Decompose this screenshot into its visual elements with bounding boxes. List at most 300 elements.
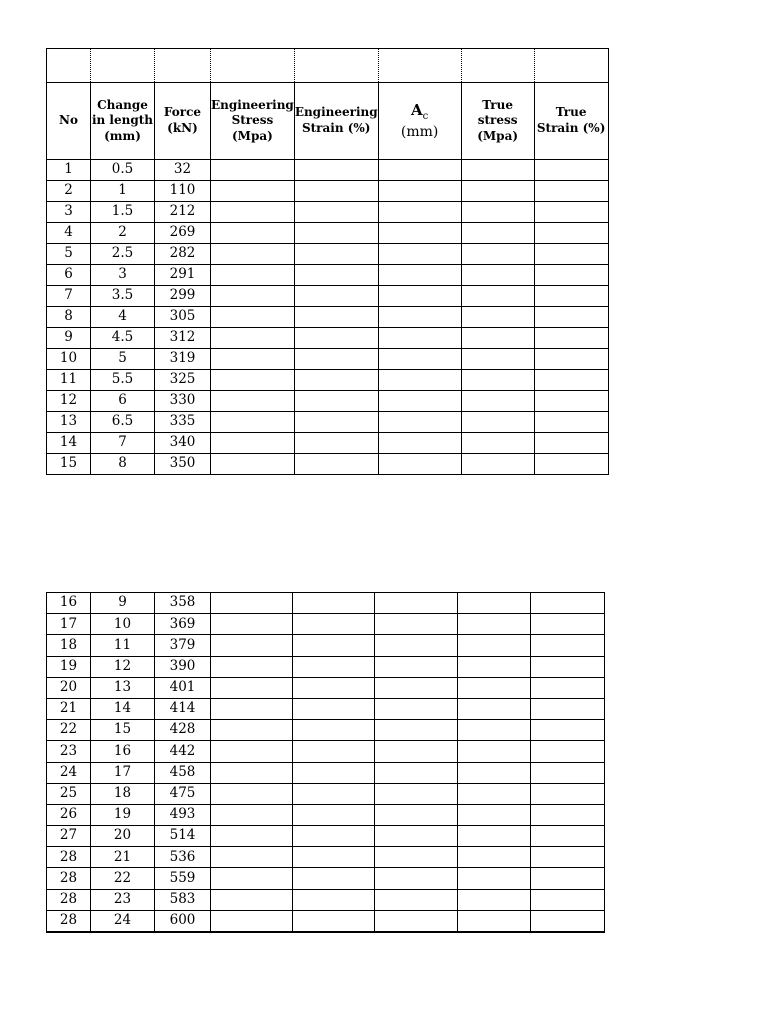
cell-ac: [375, 847, 458, 868]
cell-engineering-strain: [293, 635, 375, 656]
blank-cell: [91, 49, 155, 83]
cell-ac: [375, 635, 458, 656]
cell-no: 20: [47, 677, 91, 698]
cell-true-strain: [531, 698, 605, 719]
cell-true-strain: [531, 614, 605, 635]
cell-no: 9: [47, 328, 91, 349]
cell-no: 23: [47, 741, 91, 762]
cell-true-stress: [461, 391, 534, 412]
cell-true-stress: [461, 223, 534, 244]
cell-ac: [378, 202, 461, 223]
cell-ac: [375, 804, 458, 825]
cell-force: 559: [155, 868, 211, 889]
cell-force: 340: [155, 433, 211, 454]
cell-change-in-length: 4: [91, 307, 155, 328]
cell-change-in-length: 12: [91, 656, 155, 677]
cell-change-in-length: 15: [91, 720, 155, 741]
cell-no: 14: [47, 433, 91, 454]
header-ac-unit: (mm): [400, 124, 439, 141]
cell-force: 299: [155, 286, 211, 307]
blank-cell: [155, 49, 211, 83]
cell-force: 428: [155, 720, 211, 741]
table-row: [47, 454, 609, 475]
cell-engineering-stress: [211, 593, 293, 614]
cell-engineering-stress: [211, 762, 293, 783]
cell-true-strain: [531, 910, 605, 932]
data-table-2: [46, 592, 605, 933]
cell-no: 13: [47, 412, 91, 433]
cell-ac: [378, 412, 461, 433]
cell-engineering-stress: [211, 223, 295, 244]
cell-ac: [378, 391, 461, 412]
cell-force: 358: [155, 593, 211, 614]
cell-change-in-length: 22: [91, 868, 155, 889]
cell-force: 282: [155, 244, 211, 265]
header-engineering-strain: Engineering Strain (%): [294, 83, 378, 160]
cell-no: 21: [47, 698, 91, 719]
cell-change-in-length: 4.5: [91, 328, 155, 349]
cell-true-stress: [461, 349, 534, 370]
cell-change-in-length: 1: [91, 181, 155, 202]
cell-true-stress: [461, 307, 534, 328]
cell-engineering-strain: [294, 265, 378, 286]
cell-ac: [375, 826, 458, 847]
cell-true-stress: [458, 889, 531, 910]
cell-force: 514: [155, 826, 211, 847]
cell-engineering-stress: [211, 433, 295, 454]
table-row: [47, 370, 609, 391]
table-row: [47, 698, 605, 719]
cell-engineering-stress: [211, 826, 293, 847]
cell-ac: [378, 349, 461, 370]
cell-engineering-strain: [294, 244, 378, 265]
cell-change-in-length: 2: [91, 223, 155, 244]
cell-ac: [375, 720, 458, 741]
cell-engineering-stress: [211, 698, 293, 719]
table-row: [47, 677, 605, 698]
cell-force: 305: [155, 307, 211, 328]
cell-true-stress: [458, 804, 531, 825]
table-row: [47, 783, 605, 804]
cell-force: 32: [155, 160, 211, 181]
cell-engineering-strain: [293, 720, 375, 741]
cell-no: 17: [47, 614, 91, 635]
cell-engineering-strain: [293, 677, 375, 698]
cell-no: 28: [47, 910, 91, 932]
cell-ac: [375, 868, 458, 889]
cell-ac: [378, 181, 461, 202]
cell-true-strain: [534, 412, 608, 433]
cell-change-in-length: 6: [91, 391, 155, 412]
cell-ac: [378, 286, 461, 307]
cell-change-in-length: 8: [91, 454, 155, 475]
cell-ac: [375, 593, 458, 614]
cell-true-stress: [458, 698, 531, 719]
cell-true-strain: [531, 593, 605, 614]
table-row: [47, 910, 605, 932]
cell-engineering-stress: [211, 635, 293, 656]
cell-change-in-length: 23: [91, 889, 155, 910]
cell-engineering-strain: [293, 741, 375, 762]
cell-engineering-strain: [293, 826, 375, 847]
cell-change-in-length: 14: [91, 698, 155, 719]
cell-true-strain: [531, 635, 605, 656]
cell-change-in-length: 21: [91, 847, 155, 868]
cell-no: 19: [47, 656, 91, 677]
cell-force: 414: [155, 698, 211, 719]
table-row: [47, 614, 605, 635]
cell-ac: [375, 783, 458, 804]
cell-engineering-stress: [211, 656, 293, 677]
cell-change-in-length: 17: [91, 762, 155, 783]
cell-true-strain: [531, 762, 605, 783]
cell-force: 325: [155, 370, 211, 391]
cell-force: 390: [155, 656, 211, 677]
table-row: [47, 720, 605, 741]
table-row: [47, 868, 605, 889]
cell-no: 11: [47, 370, 91, 391]
cell-true-stress: [458, 635, 531, 656]
blank-cell: [461, 49, 534, 83]
table-row: [47, 889, 605, 910]
cell-force: 291: [155, 265, 211, 286]
cell-true-stress: [458, 720, 531, 741]
cell-no: 16: [47, 593, 91, 614]
cell-change-in-length: 1.5: [91, 202, 155, 223]
cell-change-in-length: 10: [91, 614, 155, 635]
blank-cell: [294, 49, 378, 83]
cell-true-strain: [534, 328, 608, 349]
cell-engineering-strain: [293, 614, 375, 635]
cell-true-stress: [458, 783, 531, 804]
cell-engineering-strain: [294, 202, 378, 223]
cell-true-stress: [458, 910, 531, 932]
cell-true-stress: [458, 656, 531, 677]
table-row: [47, 847, 605, 868]
blank-cell: [534, 49, 608, 83]
cell-true-stress: [461, 370, 534, 391]
cell-change-in-length: 5.5: [91, 370, 155, 391]
cell-true-strain: [534, 307, 608, 328]
cell-force: 475: [155, 783, 211, 804]
table-row: [47, 762, 605, 783]
cell-force: 600: [155, 910, 211, 932]
table-row: [47, 244, 609, 265]
cell-engineering-stress: [211, 720, 293, 741]
cell-true-stress: [458, 741, 531, 762]
cell-force: 493: [155, 804, 211, 825]
cell-force: 536: [155, 847, 211, 868]
cell-engineering-strain: [294, 433, 378, 454]
cell-engineering-stress: [211, 412, 295, 433]
cell-change-in-length: 18: [91, 783, 155, 804]
table-row: [47, 223, 609, 244]
cell-no: 10: [47, 349, 91, 370]
cell-true-stress: [458, 826, 531, 847]
table-row: [47, 265, 609, 286]
table-row: [47, 181, 609, 202]
cell-change-in-length: 6.5: [91, 412, 155, 433]
cell-engineering-strain: [293, 783, 375, 804]
cell-ac: [375, 614, 458, 635]
cell-engineering-stress: [211, 370, 295, 391]
cell-engineering-strain: [293, 593, 375, 614]
cell-true-stress: [458, 677, 531, 698]
cell-no: 22: [47, 720, 91, 741]
cell-true-strain: [531, 677, 605, 698]
cell-ac: [378, 307, 461, 328]
cell-engineering-stress: [211, 783, 293, 804]
cell-change-in-length: 13: [91, 677, 155, 698]
cell-engineering-stress: [211, 244, 295, 265]
table-row: [47, 593, 605, 614]
cell-true-strain: [531, 826, 605, 847]
table-row: [47, 804, 605, 825]
cell-true-strain: [534, 433, 608, 454]
cell-no: 28: [47, 868, 91, 889]
cell-change-in-length: 7: [91, 433, 155, 454]
cell-engineering-strain: [294, 454, 378, 475]
cell-engineering-strain: [293, 889, 375, 910]
header-ac: [378, 83, 461, 160]
cell-no: 24: [47, 762, 91, 783]
cell-true-strain: [531, 847, 605, 868]
cell-true-stress: [461, 328, 534, 349]
cell-ac: [378, 454, 461, 475]
cell-true-strain: [534, 160, 608, 181]
cell-true-stress: [458, 762, 531, 783]
cell-engineering-strain: [294, 286, 378, 307]
cell-engineering-strain: [294, 391, 378, 412]
header-ac-symbol: A: [411, 100, 423, 119]
cell-change-in-length: 3.5: [91, 286, 155, 307]
cell-true-stress: [458, 847, 531, 868]
cell-force: 379: [155, 635, 211, 656]
blank-cell: [47, 49, 91, 83]
table-row: [47, 433, 609, 454]
header-engineering-stress: Engineering Stress (Mpa): [211, 83, 295, 160]
table-row: [47, 391, 609, 412]
cell-ac: [375, 656, 458, 677]
cell-true-stress: [461, 433, 534, 454]
cell-true-strain: [534, 286, 608, 307]
cell-no: 2: [47, 181, 91, 202]
cell-ac: [375, 910, 458, 932]
cell-true-stress: [461, 181, 534, 202]
cell-engineering-stress: [211, 677, 293, 698]
cell-true-strain: [534, 454, 608, 475]
cell-engineering-strain: [293, 847, 375, 868]
cell-change-in-length: 2.5: [91, 244, 155, 265]
cell-engineering-stress: [211, 741, 293, 762]
cell-engineering-strain: [294, 349, 378, 370]
cell-true-stress: [461, 202, 534, 223]
cell-force: 369: [155, 614, 211, 635]
cell-engineering-stress: [211, 202, 295, 223]
cell-change-in-length: 19: [91, 804, 155, 825]
cell-engineering-strain: [293, 804, 375, 825]
cell-engineering-strain: [294, 160, 378, 181]
cell-true-strain: [531, 741, 605, 762]
table-row: [47, 202, 609, 223]
data-table-1: [46, 48, 609, 475]
cell-no: 5: [47, 244, 91, 265]
cell-engineering-stress: [211, 847, 293, 868]
cell-force: 401: [155, 677, 211, 698]
cell-true-strain: [534, 181, 608, 202]
cell-engineering-strain: [294, 370, 378, 391]
cell-no: 15: [47, 454, 91, 475]
cell-true-stress: [458, 614, 531, 635]
blank-top-row: [47, 49, 609, 83]
cell-no: 7: [47, 286, 91, 307]
cell-true-strain: [531, 656, 605, 677]
cell-ac: [378, 265, 461, 286]
blank-cell: [211, 49, 295, 83]
cell-no: 25: [47, 783, 91, 804]
table-row: [47, 328, 609, 349]
table-row: [47, 307, 609, 328]
cell-engineering-strain: [293, 762, 375, 783]
cell-engineering-strain: [293, 698, 375, 719]
cell-engineering-strain: [294, 412, 378, 433]
cell-true-strain: [534, 202, 608, 223]
cell-no: 28: [47, 847, 91, 868]
header-change-in-length: Change in length (mm): [91, 83, 155, 160]
table-row: [47, 349, 609, 370]
cell-engineering-strain: [294, 223, 378, 244]
table-row: [47, 160, 609, 181]
cell-engineering-stress: [211, 265, 295, 286]
cell-ac: [375, 677, 458, 698]
cell-force: 330: [155, 391, 211, 412]
cell-change-in-length: 20: [91, 826, 155, 847]
cell-no: 1: [47, 160, 91, 181]
table-row: [47, 741, 605, 762]
cell-engineering-strain: [293, 656, 375, 677]
cell-no: 3: [47, 202, 91, 223]
cell-ac: [378, 370, 461, 391]
cell-engineering-stress: [211, 454, 295, 475]
cell-true-stress: [458, 868, 531, 889]
cell-change-in-length: 16: [91, 741, 155, 762]
cell-ac: [375, 762, 458, 783]
cell-engineering-stress: [211, 868, 293, 889]
cell-change-in-length: 11: [91, 635, 155, 656]
cell-force: 319: [155, 349, 211, 370]
cell-true-strain: [531, 720, 605, 741]
cell-force: 312: [155, 328, 211, 349]
cell-true-stress: [461, 160, 534, 181]
cell-force: 269: [155, 223, 211, 244]
header-true-strain: True Strain (%): [534, 83, 608, 160]
cell-true-strain: [531, 889, 605, 910]
cell-true-strain: [531, 804, 605, 825]
cell-no: 8: [47, 307, 91, 328]
table-row: [47, 635, 605, 656]
cell-engineering-strain: [294, 181, 378, 202]
cell-change-in-length: 5: [91, 349, 155, 370]
cell-no: 4: [47, 223, 91, 244]
cell-engineering-stress: [211, 910, 293, 932]
cell-engineering-stress: [211, 181, 295, 202]
cell-engineering-stress: [211, 160, 295, 181]
table-row: [47, 656, 605, 677]
cell-force: 110: [155, 181, 211, 202]
cell-engineering-stress: [211, 804, 293, 825]
cell-true-stress: [461, 454, 534, 475]
cell-no: 12: [47, 391, 91, 412]
cell-true-stress: [461, 244, 534, 265]
cell-ac: [375, 698, 458, 719]
cell-force: 458: [155, 762, 211, 783]
cell-ac: [375, 741, 458, 762]
cell-force: 583: [155, 889, 211, 910]
cell-engineering-stress: [211, 328, 295, 349]
cell-no: 6: [47, 265, 91, 286]
cell-ac: [378, 433, 461, 454]
cell-true-stress: [458, 593, 531, 614]
header-no: No: [47, 83, 91, 160]
cell-true-stress: [461, 265, 534, 286]
table-row: [47, 286, 609, 307]
header-row: [47, 83, 609, 160]
cell-true-stress: [461, 412, 534, 433]
cell-no: 18: [47, 635, 91, 656]
cell-force: 442: [155, 741, 211, 762]
cell-true-strain: [531, 868, 605, 889]
cell-change-in-length: 3: [91, 265, 155, 286]
cell-no: 26: [47, 804, 91, 825]
cell-true-strain: [534, 370, 608, 391]
cell-engineering-stress: [211, 614, 293, 635]
cell-engineering-stress: [211, 889, 293, 910]
cell-true-strain: [534, 391, 608, 412]
cell-ac: [378, 223, 461, 244]
cell-engineering-strain: [293, 910, 375, 932]
cell-true-strain: [534, 223, 608, 244]
cell-change-in-length: 24: [91, 910, 155, 932]
cell-engineering-strain: [294, 328, 378, 349]
cell-ac: [378, 244, 461, 265]
cell-ac: [375, 889, 458, 910]
blank-cell: [378, 49, 461, 83]
cell-no: 28: [47, 889, 91, 910]
table-row: [47, 412, 609, 433]
cell-force: 212: [155, 202, 211, 223]
header-true-stress: True stress (Mpa): [461, 83, 534, 160]
cell-engineering-stress: [211, 307, 295, 328]
cell-true-strain: [534, 244, 608, 265]
cell-engineering-strain: [294, 307, 378, 328]
cell-ac: [378, 160, 461, 181]
cell-ac: [378, 328, 461, 349]
cell-true-strain: [534, 349, 608, 370]
table-row: [47, 826, 605, 847]
cell-true-strain: [534, 265, 608, 286]
cell-change-in-length: 9: [91, 593, 155, 614]
cell-force: 335: [155, 412, 211, 433]
header-ac-subscript: c: [422, 110, 429, 122]
cell-no: 27: [47, 826, 91, 847]
cell-change-in-length: 0.5: [91, 160, 155, 181]
cell-true-stress: [461, 286, 534, 307]
cell-force: 350: [155, 454, 211, 475]
cell-true-strain: [531, 783, 605, 804]
cell-engineering-stress: [211, 391, 295, 412]
cell-engineering-strain: [293, 868, 375, 889]
header-force: Force (kN): [155, 83, 211, 160]
